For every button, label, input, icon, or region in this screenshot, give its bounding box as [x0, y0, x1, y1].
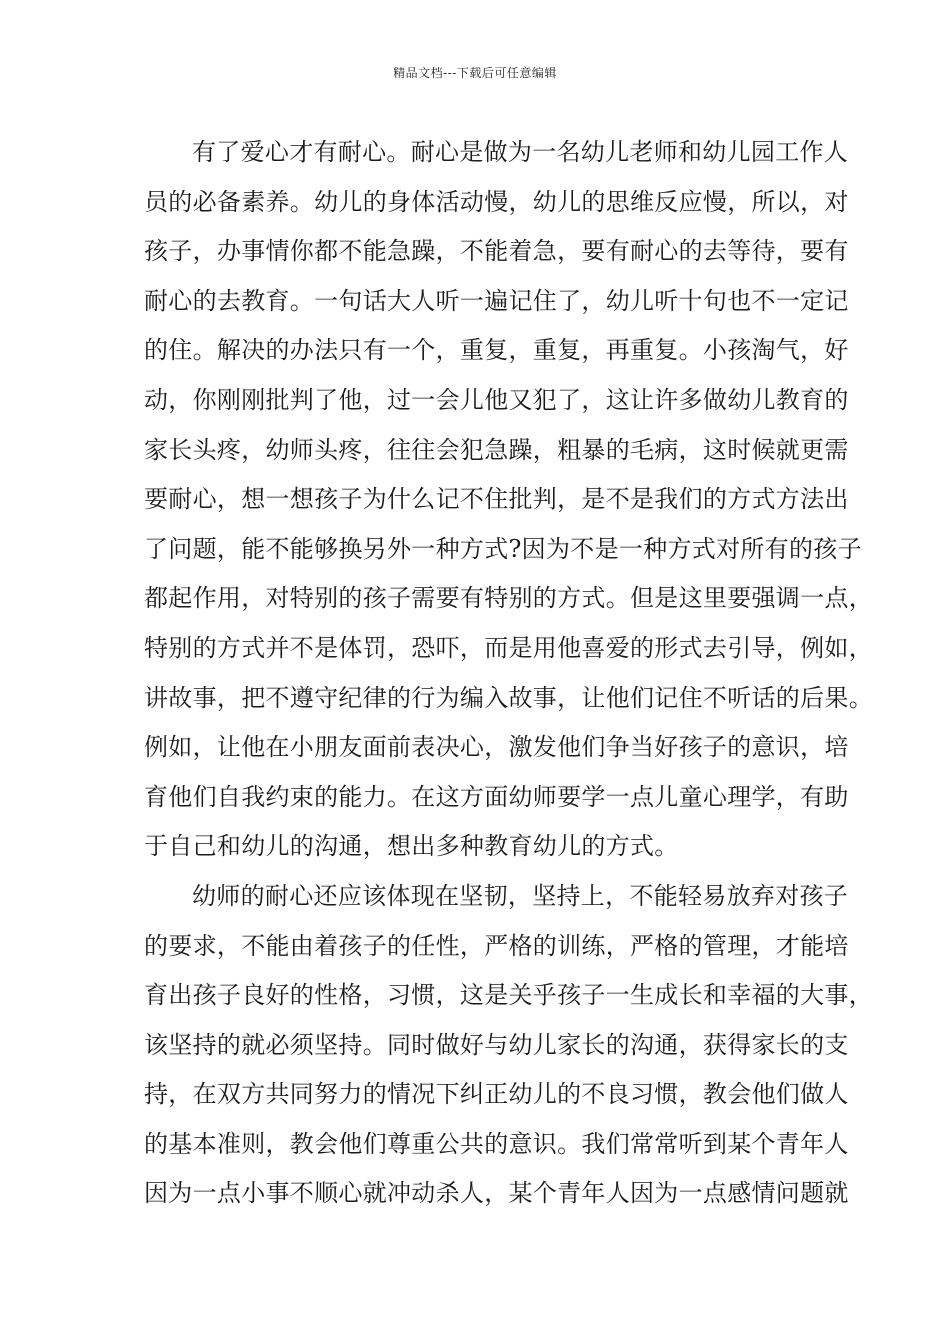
text-line: 动，你刚刚批判了他，过一会儿他又犯了，这让许多做幼儿教育的	[144, 385, 849, 414]
text-line: 了问题，能不能够换另外一种方式?因为不是一种方式对所有的孩子	[144, 534, 862, 563]
text-line: 耐心的去教育。一句话大人听一遍记住了，幼儿听十句也不一定记	[144, 286, 849, 315]
text-line: 的住。解决的办法只有一个，重复，重复，再重复。小孩淘气，好	[144, 336, 849, 365]
text-line: 幼师的耐心还应该体现在坚韧，坚持上，不能轻易放弃对孩子	[192, 881, 849, 910]
text-line: 该坚持的就必须坚持。同时做好与幼儿家长的沟通，获得家长的支	[144, 1030, 849, 1059]
text-line: 有了爱心才有耐心。耐心是做为一名幼儿老师和幼儿园工作人	[192, 138, 849, 166]
document-body	[144, 128, 873, 1219]
text-line: 育出孩子良好的性格，习惯，这是关乎孩子一生成长和幸福的大事，	[144, 981, 873, 1010]
text-line: 持，在双方共同努力的情况下纠正幼儿的不良习惯，教会他们做人	[144, 1080, 849, 1109]
text-line: 孩子，办事情你都不能急躁，不能着急，要有耐心的去等待，要有	[144, 237, 849, 266]
page-header: 精品文档---下载后可任意编辑	[393, 66, 557, 80]
text-line: 员的必备素养。幼儿的身体活动慢，幼儿的思维反应慢，所以，对	[144, 187, 849, 216]
text-line: 的要求，不能由着孩子的任性，严格的训练，严格的管理，才能培	[144, 931, 849, 960]
text-line: 都起作用，对特别的孩子需要有特别的方式。但是这里要强调一点，	[144, 584, 873, 613]
text-line: 育他们自我约束的能力。在这方面幼师要学一点儿童心理学，有助	[144, 782, 849, 811]
text-line: 特别的方式并不是体罚，恐吓，而是用他喜爱的形式去引导，例如，	[144, 633, 873, 662]
text-line: 要耐心，想一想孩子为什么记不住批判，是不是我们的方式方法出	[144, 485, 849, 514]
text-line: 于自己和幼儿的沟通，想出多种教育幼儿的方式。	[144, 832, 679, 861]
paragraph-1	[144, 128, 873, 872]
text-line: 的基本准则，教会他们尊重公共的意识。我们常常听到某个青年人	[144, 1129, 849, 1158]
paragraph-2	[144, 872, 873, 1219]
text-line: 例如，让他在小朋友面前表决心，激发他们争当好孩子的意识，培	[144, 733, 849, 762]
text-line: 家长头疼，幼师头疼，往往会犯急躁，粗暴的毛病，这时候就更需	[144, 435, 849, 464]
text-line: 因为一点小事不顺心就冲动杀人，某个青年人因为一点感情问题就	[144, 1179, 849, 1208]
text-line: 讲故事，把不遵守纪律的行为编入故事，让他们记住不听话的后果。	[144, 683, 873, 712]
